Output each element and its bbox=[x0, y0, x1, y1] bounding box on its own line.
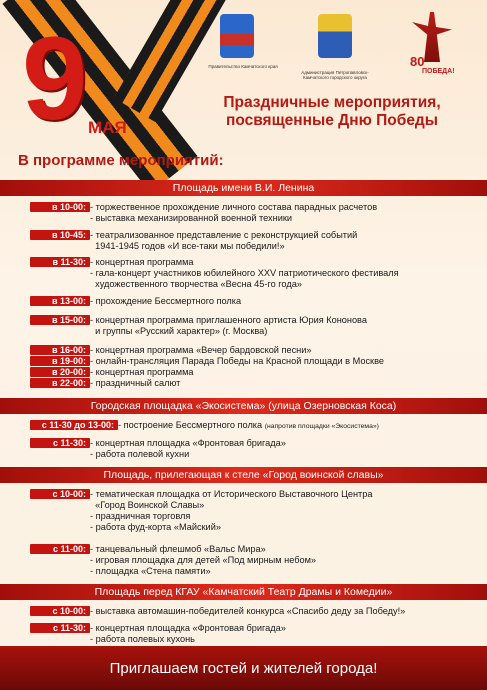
event-item: - танцевальный флешмоб «Вальс Мира» bbox=[90, 544, 266, 554]
event-item: - концертная площадка «Фронтовая бригада» bbox=[90, 438, 286, 448]
page-title bbox=[186, 94, 478, 130]
schedule-row bbox=[30, 315, 367, 337]
event-item: - театрализованное представление с реконструкцией событий bbox=[90, 230, 358, 240]
event-item: - игровая площадка для детей «Под мирным небом» bbox=[90, 555, 317, 565]
time-badge: с 11-30 до 13-00: bbox=[30, 420, 118, 430]
event-item: - выставка механизированной военной техники bbox=[90, 213, 292, 223]
time-badge: в 10-45: bbox=[30, 230, 90, 240]
section-title: Площадь, прилегающая к стеле «Город воинской славы» bbox=[0, 467, 487, 483]
event-item: - онлайн-трансляция Парада Победы на Красной площади в Москве bbox=[90, 356, 384, 366]
event-item: - площадка «Стена памяти» bbox=[90, 566, 211, 576]
event-item: - работа полевой кухни bbox=[90, 449, 190, 459]
day-number: 9 bbox=[22, 13, 86, 145]
section-title: Площадь имени В.И. Ленина bbox=[0, 180, 487, 196]
kamchatka-coat-of-arms-icon bbox=[220, 14, 254, 58]
badge-number: 80 bbox=[410, 54, 425, 69]
event-item: - гала-концерт участников юбилейного XXV патриотического фестиваля bbox=[90, 268, 399, 278]
section-stela bbox=[0, 467, 487, 483]
event-item: художественного творчества «Весна 45-го года» bbox=[90, 279, 302, 289]
event-item: - торжественное прохождение личного состава парадных расчетов bbox=[90, 202, 378, 212]
section-theatre bbox=[0, 584, 487, 600]
event-item: - выставка автомашин-победителей конкурса «Спасибо деду за Победу!» bbox=[90, 606, 406, 616]
section-ecosystem bbox=[0, 398, 487, 414]
badge-text: ПОБЕДА! bbox=[422, 68, 455, 75]
month-label: МАЯ bbox=[88, 118, 127, 137]
title-line-1: Праздничные мероприятия, bbox=[223, 94, 441, 111]
time-badge: в 19-00: bbox=[30, 356, 90, 366]
section-title: Площадь перед КГАУ «Камчатский Театр Драмы и Комедии» bbox=[0, 584, 487, 600]
event-item: - концертная программа «Вечер бардовской песни» bbox=[90, 345, 312, 355]
time-badge: с 11-30: bbox=[30, 623, 90, 633]
event-item: - работа полевых кухонь bbox=[90, 634, 195, 644]
event-item: - прохождение Бессмертного полка bbox=[90, 296, 242, 306]
time-badge: в 22-00: bbox=[30, 378, 90, 388]
time-badge: в 20-00: bbox=[30, 367, 90, 377]
event-item-text: - построение Бессмертного полка bbox=[118, 420, 263, 430]
time-badge: в 15-00: bbox=[30, 315, 90, 325]
schedule-row bbox=[30, 345, 384, 389]
event-item bbox=[118, 420, 379, 432]
event-item: и группы «Русский характер» (г. Москва) bbox=[90, 326, 268, 336]
event-item: 1941-1945 годов «И все-таки мы победили!» bbox=[90, 241, 285, 251]
schedule-row bbox=[30, 420, 379, 432]
time-badge: в 11-30: bbox=[30, 257, 90, 267]
footer-invitation: Приглашаем гостей и жителей города! bbox=[109, 660, 378, 677]
time-badge: с 10-00: bbox=[30, 489, 90, 499]
time-badge: в 13-00: bbox=[30, 296, 90, 306]
schedule-row bbox=[30, 489, 372, 533]
event-item: - концертная программа bbox=[90, 367, 194, 377]
time-badge: с 11-00: bbox=[30, 544, 90, 554]
event-item: - праздничная торговля bbox=[90, 511, 191, 521]
event-item: - праздничный салют bbox=[90, 378, 181, 388]
schedule-row bbox=[30, 230, 357, 252]
event-note: (напротив площадки «Экосистема») bbox=[264, 423, 379, 430]
event-item: - концертная площадка «Фронтовая бригада» bbox=[90, 623, 286, 633]
event-item: - концертная программа приглашенного артиста Юрия Кононова bbox=[90, 315, 367, 325]
time-badge: в 10-00: bbox=[30, 202, 90, 212]
section-lenin-square bbox=[0, 180, 487, 196]
city-coat-of-arms-icon bbox=[318, 14, 352, 58]
title-line-2: посвященные Дню Победы bbox=[225, 112, 439, 129]
event-item: - работа фуд-корта «Майский» bbox=[90, 522, 221, 532]
schedule-row bbox=[30, 623, 286, 645]
time-badge: с 11-30: bbox=[30, 438, 90, 448]
section-title: Городская площадка «Экосистема» (улица Озерновская Коса) bbox=[0, 398, 487, 414]
schedule-row bbox=[30, 257, 399, 290]
schedule-row bbox=[30, 544, 316, 577]
time-badge: в 16-00: bbox=[30, 345, 90, 355]
schedule-row bbox=[30, 202, 377, 224]
emblem-right-caption: Администрация Петропавловск-Камчатского городского округа bbox=[301, 70, 369, 80]
schedule-row bbox=[30, 606, 405, 617]
schedule-row bbox=[30, 438, 286, 460]
time-badge: с 10-00: bbox=[30, 606, 90, 616]
event-item: - концертная программа bbox=[90, 257, 194, 267]
event-item: - тематическая площадка от Исторического Выставочного Центра bbox=[90, 489, 373, 499]
event-item: «Город Воинской Славы» bbox=[90, 500, 205, 510]
program-heading: В программе мероприятий: bbox=[18, 152, 224, 169]
schedule-row bbox=[30, 296, 241, 307]
emblem-left-caption: Правительство Камчатского края bbox=[208, 64, 278, 69]
